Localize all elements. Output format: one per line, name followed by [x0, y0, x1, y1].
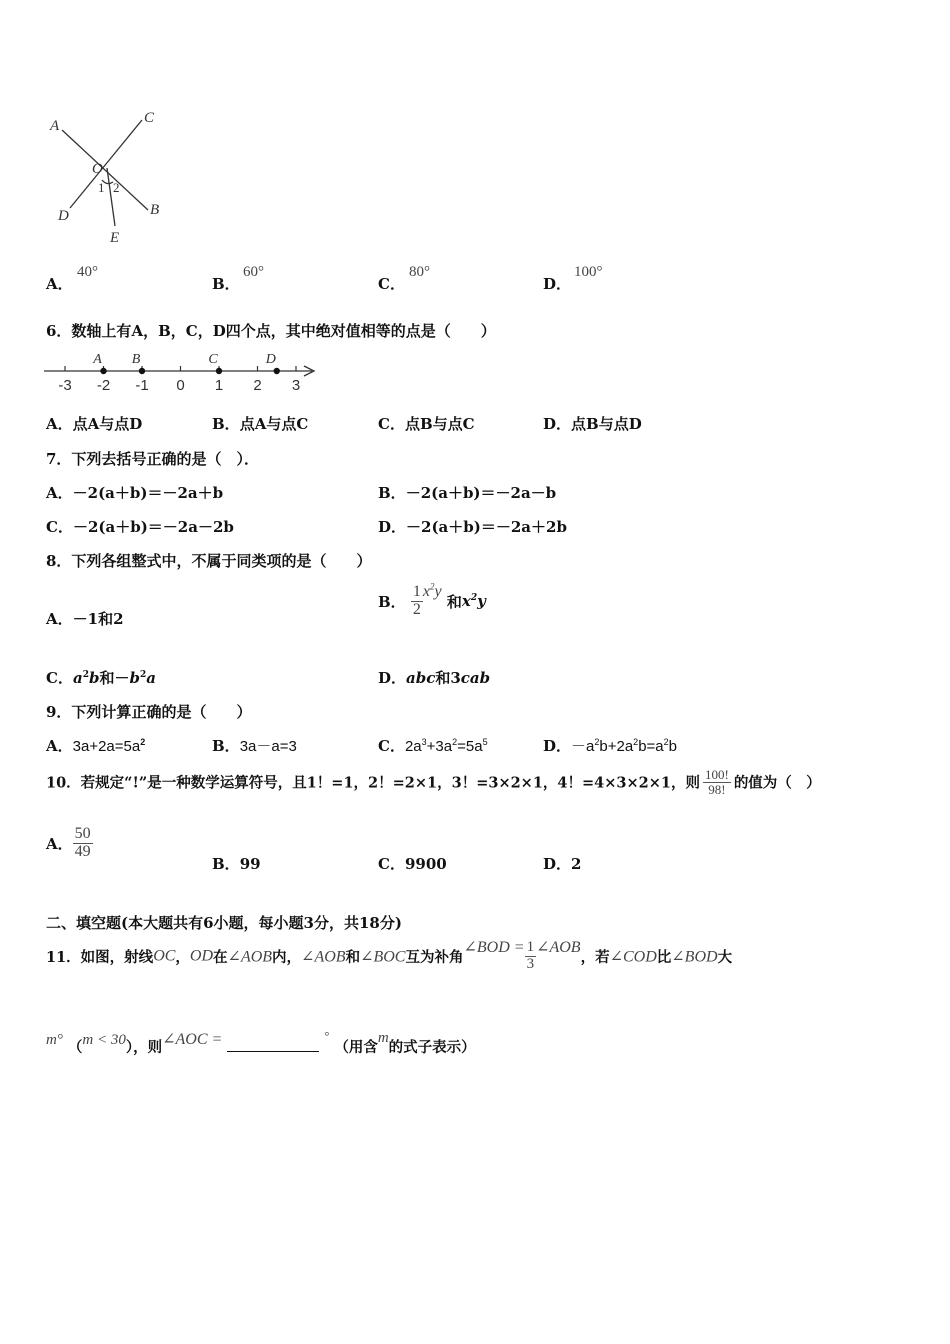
q8-stem: 8．下列各组整式中，不属于同类项的是（ ）: [46, 552, 372, 570]
label-c: C: [144, 110, 155, 126]
q10-option-d[interactable]: D．2: [543, 855, 582, 873]
number-line-point-b: [139, 368, 145, 374]
q8-option-d[interactable]: D．abc和3cab: [378, 669, 491, 687]
number-line-tick-label: 0: [176, 377, 185, 394]
number-line-tick-label: -3: [58, 377, 72, 394]
q6-option-c[interactable]: C．点B与点C: [378, 415, 475, 433]
q8-b-fraction: $\frac{1}{2}$: [412, 583, 421, 618]
number-line: [42, 346, 322, 394]
q8-option-a[interactable]: A．－1和2: [46, 610, 124, 628]
number-line-point-d: [274, 368, 280, 374]
number-line-point-label-a: A: [93, 352, 102, 367]
q6-stem: 6．数轴上有A，B，C，D四个点，其中绝对值相等的点是（ ）: [46, 322, 496, 340]
number-line-point-label-d: D: [265, 352, 276, 367]
q10-fraction: $\frac{100!}{98!}$: [704, 767, 729, 797]
label-angle-1: 1: [98, 180, 105, 195]
q7-option-c[interactable]: C．－2(a＋b)＝－2a－2b: [46, 518, 234, 536]
q5-option-a-value: 40°: [77, 264, 98, 280]
q9-option-d[interactable]: D．$-a^2b+2a^2b=a^2b$: [543, 737, 677, 755]
q5-option-d[interactable]: D．: [543, 275, 572, 293]
number-line-tick-label: 2: [253, 377, 262, 394]
q6-option-b[interactable]: B．点A与点C: [212, 415, 309, 433]
q10-a-fraction: $\frac{50}{49}$: [74, 825, 91, 860]
q9-stem: 9．下列计算正确的是（ ）: [46, 703, 252, 721]
number-line-point-label-b: B: [131, 352, 141, 367]
q10-option-a[interactable]: A． $\frac{50}{49}$: [46, 825, 91, 860]
label-e: E: [110, 230, 120, 246]
q10-option-c[interactable]: C．9900: [378, 855, 447, 873]
q7-stem: 7．下列去括号正确的是（ ）．: [46, 450, 259, 468]
line-ab: [62, 130, 148, 210]
ray-oe: [107, 168, 115, 226]
q7-option-d[interactable]: D．－2(a＋b)＝－2a＋2b: [378, 518, 567, 536]
q5-option-c-value: 80°: [409, 264, 430, 280]
q11-answer-blank[interactable]: [227, 1037, 319, 1052]
q10-option-b[interactable]: B．99: [212, 855, 261, 873]
q6-option-d[interactable]: D．点B与点D: [543, 415, 642, 433]
intersecting-lines-figure: [40, 100, 180, 250]
number-line-tick-label: -2: [96, 377, 111, 394]
q5-option-b[interactable]: B．: [212, 275, 240, 293]
label-b: B: [150, 202, 160, 218]
q9-option-a[interactable]: A．$3a+2a=5a^2$: [46, 737, 146, 755]
q6-option-a[interactable]: A．点A与点D: [46, 415, 143, 433]
label-o: O: [92, 161, 103, 177]
label-a: A: [50, 118, 60, 134]
q5-option-c[interactable]: C．: [378, 275, 405, 293]
q8-option-b[interactable]: B． $\frac{1}{2}$ $x^2y$ 和$x^2y$: [378, 581, 486, 618]
q9-option-b[interactable]: B．3a－a=3: [212, 737, 297, 755]
q11-fraction: $\frac{1}{3}$: [526, 939, 535, 972]
q10-stem: 10．若规定“!”是一种数学运算符号，且1！=1，2！=2×1，3！=3×2×1，4！=4×3×2×1，则 $\frac{100!}{98!}$ 的值为（ ）: [46, 767, 821, 797]
number-line-point-a: [100, 368, 106, 374]
section-title-fill-in: 二、填空题(本大题共有6小题，每小题3分，共18分): [46, 914, 402, 932]
q5-option-a[interactable]: A．: [46, 275, 73, 293]
q7-option-b[interactable]: B．－2(a＋b)＝－2a－b: [378, 484, 557, 502]
label-angle-2: 2: [113, 180, 120, 195]
q11-line2: m° （m < 30），则∠AOC = ° （用含m的式子表示）: [46, 1029, 476, 1056]
number-line-tick-label: 3: [291, 377, 301, 394]
q5-option-d-value: 100°: [574, 264, 603, 280]
q8-option-c[interactable]: C．$a^2b$和$-b^2a$: [46, 669, 156, 687]
number-line-tick-label: 1: [214, 377, 224, 394]
number-line-point-c: [216, 368, 222, 374]
q11-line1: 11．如图，射线OC，OD在∠AOB内，∠AOB和∠BOC互为补角∠BOD = $\frac{1}{3}$ ∠AOB，若∠COD比∠BOD大: [46, 939, 733, 972]
q7-option-a[interactable]: A．－2(a＋b)＝－2a＋b: [46, 484, 224, 502]
number-line-point-label-c: C: [208, 352, 218, 367]
q5-option-b-value: 60°: [243, 264, 264, 280]
number-line-tick-label: -1: [135, 377, 149, 394]
q9-option-c[interactable]: C．$2a^3+3a^2=5a^5$: [378, 737, 488, 755]
label-d: D: [58, 208, 69, 224]
